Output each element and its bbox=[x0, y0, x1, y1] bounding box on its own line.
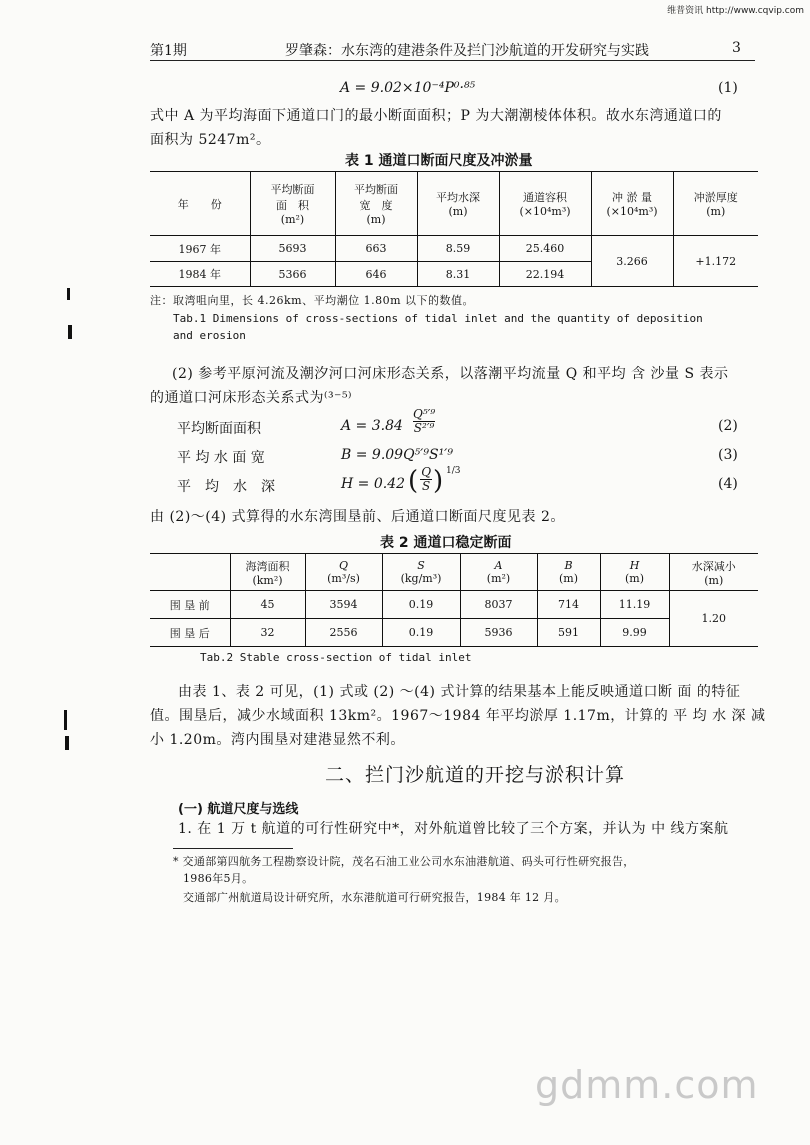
t2-h1-l0: 海湾面积 bbox=[245, 559, 290, 573]
t2-r0-q: 3594 bbox=[305, 591, 382, 619]
t2-h6-l1: (m) bbox=[624, 572, 644, 585]
paragraph-4 bbox=[150, 680, 766, 752]
t1-r0-depth: 8.59 bbox=[417, 236, 499, 262]
margin-mark bbox=[65, 736, 69, 750]
eq3-number: (3) bbox=[718, 447, 738, 463]
t2-h2-l1: (m³/s) bbox=[327, 572, 360, 585]
eq4-numerator: Q bbox=[421, 465, 432, 479]
t2-r1-q: 2556 bbox=[305, 619, 382, 647]
t1-r1-depth: 8.31 bbox=[417, 262, 499, 287]
t1-header-depth bbox=[417, 172, 499, 236]
equation-1: A = 9.02×10⁻⁴P⁰·⁸⁵ bbox=[340, 80, 476, 96]
t1-r1-year: 1984 年 bbox=[150, 262, 250, 287]
t1-header-width bbox=[335, 172, 417, 236]
t1-h1-l0: 平均断面 bbox=[270, 183, 315, 196]
watermark: gdmm.com bbox=[535, 1063, 759, 1107]
eq4-label: 平 均 水 深 bbox=[177, 479, 275, 495]
t1-h5-l1: (×10⁴m³) bbox=[606, 205, 658, 218]
t2-header-q bbox=[305, 554, 382, 591]
eq4-number: (4) bbox=[718, 476, 738, 492]
table-1 bbox=[150, 171, 758, 287]
table-row bbox=[150, 619, 758, 647]
t1-header-thickness bbox=[673, 172, 758, 236]
t2-h2-l0: Q bbox=[338, 559, 349, 572]
subsection-title: (一) 航道尺度与选线 bbox=[178, 802, 299, 817]
eq4-exponent: 1/3 bbox=[446, 466, 461, 476]
t1-h3-l1: (m) bbox=[448, 205, 468, 218]
margin-mark bbox=[68, 325, 72, 339]
t2-h4-l1: (m²) bbox=[486, 572, 511, 585]
t1-thickness: +1.172 bbox=[673, 236, 758, 287]
table-1-header-row bbox=[150, 172, 758, 236]
t1-h4-l0: 通道容积 bbox=[523, 191, 567, 204]
t2-r1-s: 0.19 bbox=[382, 619, 460, 647]
t1-h6-l0: 冲淤厚度 bbox=[693, 191, 738, 204]
t1-header-erosion bbox=[591, 172, 673, 236]
table-1-caption: 表 1 通道口断面尺度及冲淤量 bbox=[345, 153, 533, 169]
t2-h3-l1: (kg/m³) bbox=[400, 572, 442, 585]
t1-r0-width: 663 bbox=[335, 236, 417, 262]
t2-h5-l0: B bbox=[564, 559, 573, 572]
t1-erosion: 3.266 bbox=[591, 236, 673, 287]
margin-mark bbox=[64, 710, 67, 730]
t1-h4-l1: (×10⁴m³) bbox=[519, 205, 571, 218]
t2-h1-l1: (km²) bbox=[252, 573, 283, 587]
t2-r1-h: 9.99 bbox=[600, 619, 669, 647]
t2-h7-l0: 水深减小 bbox=[691, 559, 736, 573]
table-1-english-caption-2: and erosion bbox=[173, 329, 246, 342]
table-row bbox=[150, 591, 758, 619]
para4-line-1: 由表 1、表 2 可见，(1) 式或 (2) ～(4) 式计算的结果基本上能反映通道口断 面 的特征 bbox=[178, 684, 741, 700]
t1-r1-area: 5366 bbox=[250, 262, 335, 287]
issue-label: 第1期 bbox=[150, 43, 187, 59]
eq4-fraction bbox=[420, 466, 432, 493]
table-1-note: 注：取湾咀向里，长 4.26km、平均潮位 1.80m 以下的数值。 bbox=[150, 294, 474, 307]
t1-h1-l2: (m²) bbox=[280, 213, 305, 226]
t1-header-volume bbox=[499, 172, 591, 236]
t2-header-a bbox=[460, 554, 537, 591]
eq4-lhs: H = 0.42 bbox=[341, 476, 406, 492]
footnote-1: * 交通部第四航务工程勘察设计院，茂名石油工业公司水东油港航道、码头可行性研究报告， bbox=[173, 855, 635, 868]
t2-h5-l1: (m) bbox=[558, 572, 578, 585]
t2-r1-label: 围 垦 后 bbox=[150, 619, 230, 647]
para4-line-2: 值。围垦后，减少水域面积 13km²。1967～1984 年平均淤厚 1.17m，计算的 平 均 水 深 减 bbox=[150, 708, 766, 724]
table-2-caption: 表 2 通道口稳定断面 bbox=[380, 535, 512, 551]
footnote-rule bbox=[173, 848, 293, 849]
t1-header-area bbox=[250, 172, 335, 236]
table-1-english-caption-1: Tab.1 Dimensions of cross-sections of tidal inlet and the quantity of deposition bbox=[173, 312, 703, 325]
eq2-denominator: S²′⁹ bbox=[413, 421, 435, 435]
t2-r1-a: 5936 bbox=[460, 619, 537, 647]
t2-h6-l0: H bbox=[629, 559, 640, 572]
t1-header-year bbox=[150, 172, 250, 236]
t1-r0-year: 1967 年 bbox=[150, 236, 250, 262]
t2-r1-bay-area: 32 bbox=[230, 619, 305, 647]
intro-line-1: 式中 A 为平均海面下通道口门的最小断面面积；P 为大潮潮棱体体积。故水东湾通道口的 bbox=[150, 108, 722, 124]
paragraph-3: 由 (2)～(4) 式算得的水东湾围垦前、后通道口断面尺度见表 2。 bbox=[150, 509, 565, 525]
t2-h4-l0: A bbox=[494, 559, 503, 572]
para2-line-2: 的通道口河床形态关系式为⁽³⁻⁵⁾ bbox=[150, 390, 352, 406]
t1-r0-volume: 25.460 bbox=[499, 236, 591, 262]
t1-r0-area: 5693 bbox=[250, 236, 335, 262]
para2-line-1: (2) 参考平原河流及潮汐河口河床形态关系，以落潮平均流量 Q 和平均 含 沙量 S 表示 bbox=[172, 366, 729, 382]
site-badge: 维普资讯 http://www.cqvip.com bbox=[667, 6, 804, 16]
t1-h6-l1: (m) bbox=[706, 205, 726, 218]
equation-1-number: (1) bbox=[718, 80, 738, 96]
t2-header-blank bbox=[150, 554, 230, 591]
intro-line-2: 面积为 5247m²。 bbox=[150, 132, 271, 148]
t1-h5-l0: 冲 淤 量 bbox=[612, 191, 652, 204]
intro-paragraph bbox=[150, 104, 758, 152]
table-2 bbox=[150, 553, 758, 647]
paragraph-2 bbox=[150, 362, 758, 410]
t2-header-s bbox=[382, 554, 460, 591]
eq2-number: (2) bbox=[718, 418, 738, 434]
t2-r0-b: 714 bbox=[537, 591, 600, 619]
section-title: 二、拦门沙航道的开挖与淤积计算 bbox=[325, 764, 626, 786]
eq2-fraction bbox=[413, 408, 435, 435]
table-2-header-row bbox=[150, 554, 758, 591]
t2-header-b bbox=[537, 554, 600, 591]
footnote-1-date: 1986年5月。 bbox=[183, 872, 254, 885]
eq2-numerator: Q⁵′⁹ bbox=[413, 407, 436, 421]
footnote-2: 交通部广州航道局设计研究所，水东港航道可行研究报告，1984 年 12 月。 bbox=[183, 891, 566, 904]
t2-r0-s: 0.19 bbox=[382, 591, 460, 619]
t2-header-reduction bbox=[669, 554, 758, 591]
t1-h2-l2: (m) bbox=[366, 213, 386, 226]
t2-r0-a: 8037 bbox=[460, 591, 537, 619]
eq4-denominator: S bbox=[422, 479, 431, 493]
t2-r0-h: 11.19 bbox=[600, 591, 669, 619]
t1-r1-volume: 22.194 bbox=[499, 262, 591, 287]
running-title: 罗肇森：水东湾的建港条件及拦门沙航道的开发研究与实践 bbox=[285, 43, 649, 59]
t1-h1-l1: 面 积 bbox=[276, 199, 309, 212]
page-number: 3 bbox=[732, 40, 741, 56]
eq4-paren-open: ( bbox=[408, 466, 419, 496]
eq4-paren-close: ) bbox=[433, 466, 444, 496]
t2-header-h bbox=[600, 554, 669, 591]
para4-line-3: 小 1.20m。湾内围垦对建港显然不利。 bbox=[150, 732, 405, 748]
header-rule bbox=[150, 60, 755, 61]
eq3-label: 平 均 水 面 宽 bbox=[177, 450, 265, 466]
t1-h0-l0: 年 份 bbox=[177, 197, 222, 211]
paragraph-5: 1. 在 1 万 t 航道的可行性研究中*，对外航道曾比较了三个方案，并认为 中 线方案航 bbox=[178, 821, 729, 837]
t1-h2-l1: 宽 度 bbox=[359, 199, 393, 212]
eq3-formula: B = 9.09Q⁵′⁹S¹′⁹ bbox=[341, 447, 453, 463]
t2-reduction: 1.20 bbox=[669, 591, 758, 647]
t1-h2-l0: 平均断面 bbox=[354, 183, 398, 196]
eq2-lhs: A = 3.84 bbox=[341, 418, 403, 434]
t1-h3-l0: 平均水深 bbox=[436, 191, 480, 204]
table-2-english-caption: Tab.2 Stable cross-section of tidal inlet bbox=[200, 651, 472, 664]
table-row bbox=[150, 236, 758, 262]
eq2-label: 平均断面面积 bbox=[177, 421, 261, 437]
t2-h3-l0: S bbox=[417, 559, 425, 572]
t2-r0-label: 围 垦 前 bbox=[150, 591, 230, 619]
t2-h7-l1: (m) bbox=[704, 573, 724, 587]
t2-r0-bay-area: 45 bbox=[230, 591, 305, 619]
t2-r1-b: 591 bbox=[537, 619, 600, 647]
t2-header-bay-area bbox=[230, 554, 305, 591]
margin-mark bbox=[67, 288, 70, 300]
t1-r1-width: 646 bbox=[335, 262, 417, 287]
